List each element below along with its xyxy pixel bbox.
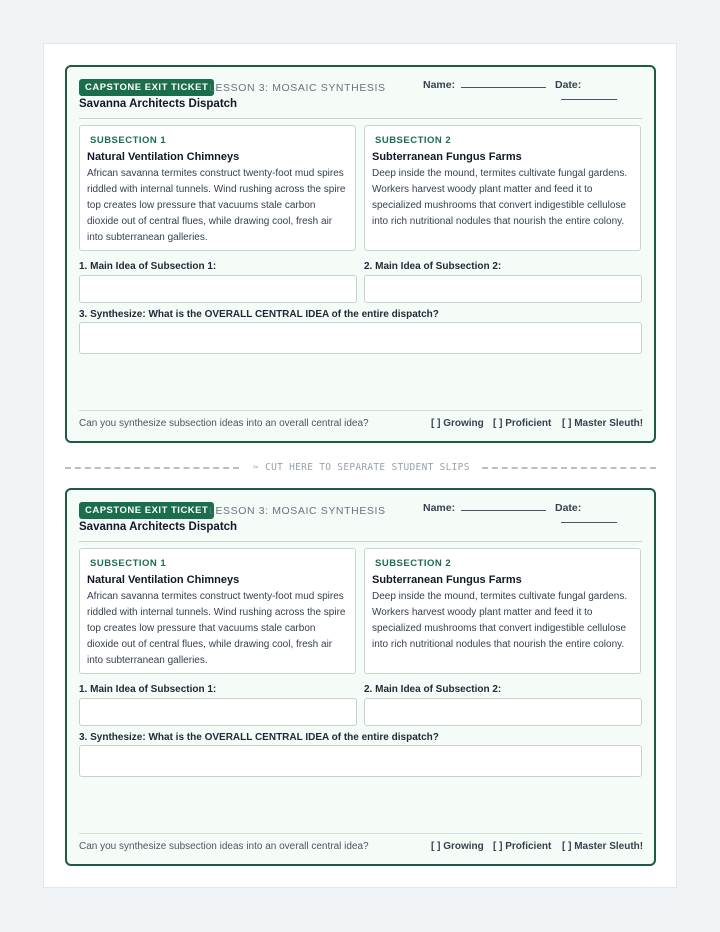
dispatch-title: Savanna Architects Dispatch xyxy=(79,98,238,110)
subsection-1-label: SUBSECTION 1 xyxy=(90,558,167,569)
subsection-2-text: Deep inside the mound, termites cultivate fungal gardens. Workers harvest woody plant matter and feed it to specialized mushrooms that convert indigestible cellulose into rich nutritional nodules that nourish the entire colony. xyxy=(372,591,628,650)
subsection-2-label: SUBSECTION 2 xyxy=(375,558,452,569)
subsection-2-label: SUBSECTION 2 xyxy=(375,135,452,146)
scissors-icon: ✂ xyxy=(253,462,260,473)
question-3-answer-box[interactable] xyxy=(79,745,642,777)
name-line[interactable] xyxy=(461,509,546,511)
question-1-label: 1. Main Idea of Subsection 1: xyxy=(79,684,217,695)
subsection-1-label: SUBSECTION 1 xyxy=(90,135,167,146)
subsection-2-card xyxy=(364,548,641,674)
subsection-1-title: Natural Ventilation Chimneys xyxy=(87,151,240,163)
header-divider xyxy=(79,541,642,542)
subsection-1-title: Natural Ventilation Chimneys xyxy=(87,574,240,586)
question-2-answer-box[interactable] xyxy=(364,275,642,303)
option-proficient[interactable]: [ ] Proficient xyxy=(493,418,552,429)
subsection-2-text: Deep inside the mound, termites cultivate fungal gardens. Workers harvest woody plant matter and feed it to specialized mushrooms that convert indigestible cellulose into rich nutritional nodules that nourish the entire colony. xyxy=(372,168,628,227)
question-3-label: 3. Synthesize: What is the OVERALL CENTRAL IDEA of the entire dispatch? xyxy=(79,309,439,320)
question-1-answer-box[interactable] xyxy=(79,275,357,303)
subsection-1-text: African savanna termites construct twenty-foot mud spires riddled with internal tunnels. Wind rushing across the spire top creates low pressure that vacuums stale carbon dioxide out of central flues, while drawing cool, fresh air into subterranean galleries. xyxy=(87,591,346,666)
name-field[interactable] xyxy=(423,502,546,514)
name-line[interactable] xyxy=(461,86,546,88)
dispatch-title: Savanna Architects Dispatch xyxy=(79,521,238,533)
cut-line xyxy=(65,462,656,474)
worksheet-page xyxy=(43,43,677,888)
date-field[interactable] xyxy=(555,79,642,103)
option-growing[interactable]: [ ] Growing xyxy=(431,841,484,852)
question-2-label: 2. Main Idea of Subsection 2: xyxy=(364,684,502,695)
date-label: Date: xyxy=(555,79,582,91)
question-3-label: 3. Synthesize: What is the OVERALL CENTRAL IDEA of the entire dispatch? xyxy=(79,732,439,743)
name-field[interactable] xyxy=(423,79,546,91)
date-line[interactable] xyxy=(561,521,617,523)
question-1-answer-box[interactable] xyxy=(79,698,357,726)
subsection-2-card xyxy=(364,125,641,251)
subsection-1-card xyxy=(79,548,356,674)
exit-ticket-1 xyxy=(65,65,656,443)
subsection-1-card xyxy=(79,125,356,251)
lesson-label: LESSON 3: MOSAIC SYNTHESIS xyxy=(209,82,386,94)
subsection-2-title: Subterranean Fungus Farms xyxy=(372,151,522,163)
date-line[interactable] xyxy=(561,98,617,100)
subsection-2-title: Subterranean Fungus Farms xyxy=(372,574,522,586)
date-label: Date: xyxy=(555,502,582,514)
option-proficient[interactable]: [ ] Proficient xyxy=(493,841,552,852)
subsection-1-text: African savanna termites construct twenty-foot mud spires riddled with internal tunnels. Wind rushing across the spire top creates low pressure that vacuums stale carbon dioxide out of central flues, while drawing cool, fresh air into subterranean galleries. xyxy=(87,168,346,243)
lesson-label: LESSON 3: MOSAIC SYNTHESIS xyxy=(209,505,386,517)
footer-divider xyxy=(79,833,642,834)
ticket-header xyxy=(79,502,642,542)
cut-dash-right xyxy=(482,467,656,469)
self-assessment-question: Can you synthesize subsection ideas into an overall central idea? xyxy=(79,418,369,429)
ticket-tag-badge: CAPSTONE EXIT TICKET xyxy=(79,79,214,96)
question-3-answer-box[interactable] xyxy=(79,322,642,354)
footer-divider xyxy=(79,410,642,411)
option-master-sleuth[interactable]: [ ] Master Sleuth! xyxy=(562,418,644,429)
header-divider xyxy=(79,118,642,119)
ticket-header xyxy=(79,79,642,119)
name-label: Name: xyxy=(423,79,456,91)
cut-text: CUT HERE TO SEPARATE STUDENT SLIPS xyxy=(265,462,470,473)
cut-label xyxy=(253,462,470,473)
name-label: Name: xyxy=(423,502,456,514)
option-growing[interactable]: [ ] Growing xyxy=(431,418,484,429)
cut-dash-left xyxy=(65,467,239,469)
question-1-label: 1. Main Idea of Subsection 1: xyxy=(79,261,217,272)
question-2-label: 2. Main Idea of Subsection 2: xyxy=(364,261,502,272)
question-2-answer-box[interactable] xyxy=(364,698,642,726)
option-master-sleuth[interactable]: [ ] Master Sleuth! xyxy=(562,841,644,852)
self-assessment-question: Can you synthesize subsection ideas into an overall central idea? xyxy=(79,841,369,852)
exit-ticket-2 xyxy=(65,488,656,866)
ticket-tag-badge: CAPSTONE EXIT TICKET xyxy=(79,502,214,519)
date-field[interactable] xyxy=(555,502,642,526)
